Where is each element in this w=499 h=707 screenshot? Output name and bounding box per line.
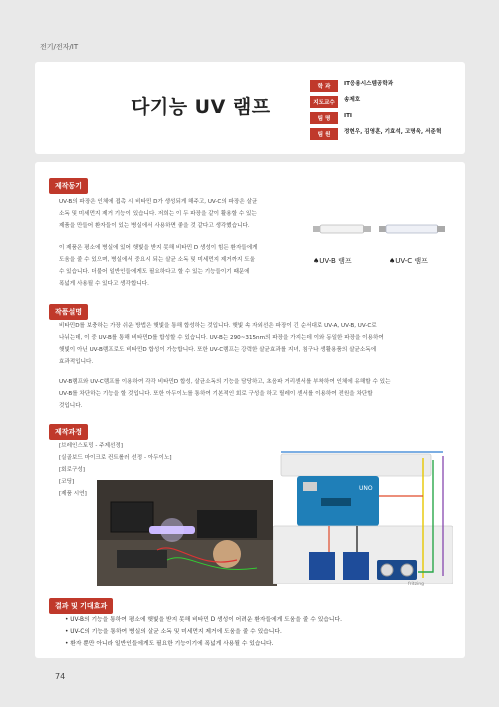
results-list [65,614,342,650]
result-item: • UV-B의 기능을 통하여 평소에 햇빛을 받지 못해 비타민 D 생성이 어려운 환자들에게 도움을 줄 수 있습니다. [65,614,342,626]
uv-c-lamp-image [379,225,445,233]
process-step: [실골보드 마이크로 컨트롤러 선정 - 아두이노] [59,455,172,461]
result-item: • 환자 뿐만 아니라 일반인들에게도 필요한 기능이기에 폭넓게 사용될 수 있습니다. [65,638,342,650]
text-line: 효과적입니다. [59,359,94,365]
header-card [35,62,465,154]
text-line: UV-B램프와 UV-C램프를 이용하여 각각 비타민D 합성, 살균소독의 기능을 담당하고, 초음파 거리센서를 부착하여 인체에 유해할 수 있는 [59,379,391,385]
motive-paragraph-2 [59,242,299,290]
info-value: 송제호 [344,97,361,103]
fritzing-credit: fritzing [408,582,425,587]
text-line: 것입니다. [59,403,83,409]
uv-lamps-illustration [307,212,457,242]
info-key: 팀 명 [310,112,338,124]
uv-c-lamp-caption: ♠UV-C 램프 [389,257,428,265]
info-key: 지도교수 [310,96,338,108]
text-line: UV-B의 파장은 인체에 접촉 시 비타민 D가 생성되게 해주고, UV-C의 파장은 살균 [59,199,258,205]
project-info-table [310,80,460,144]
info-value: 정현우, 김영훈, 기효석, 고명욱, 서준혁 [344,129,442,135]
fritzing-circuit-diagram [273,448,453,584]
section-title-results: 결과 및 기대효과 [49,598,113,614]
info-key: 팀 원 [310,128,338,140]
description-paragraph-1 [59,320,459,368]
info-value: ITI [344,113,352,119]
text-line: 제품을 만들어 환자들이 있는 병실에서 사용하면 좋을 것 같다고 생각했습니다. [59,223,250,229]
text-line: 비타민D를 보충하는 가장 쉬운 방법은 햇빛을 통해 합성하는 것입니다. 햇빛 속 자외선은 파장이 긴 순서대로 UV-A, UV-B, UV-C로 [59,323,377,329]
process-step: [코딩] [59,479,75,485]
top-breadboard [281,454,431,476]
content-card [35,162,465,658]
text-line: 이 제품은 평소에 병실에 있어 햇빛을 받지 못해 비타민 D 생성이 힘든 환자들에게 [59,245,258,251]
result-item: • UV-C의 기능을 통하여 병실의 살균 소독 및 미세먼지 제거에 도움을 줄 수 있습니다. [65,626,342,638]
description-paragraph-2 [59,376,459,412]
uv-b-lamp-caption: ♠UV-B 램프 [313,257,352,265]
text-line: 도움을 줄 수 있으며, 병실에서 중요시 되는 살균 소독 및 미세먼지 제거까지 도울 [59,257,256,263]
board-label: UNO [359,485,373,492]
relay-module-2 [343,552,369,580]
info-row-advisor [310,96,460,108]
process-step: [회로구성] [59,467,85,473]
text-line: 폭넓게 사용될 수 있다고 생각합니다. [59,281,149,287]
section-title-process: 제작과정 [49,424,88,440]
text-line: 나뉘는데, 이 중 UV-B를 통해 비타민D를 합성할 수 있습니다. UV-B는 290~315nm의 파장을 가지는데 이와 동일한 파장을 이용하여 [59,335,384,341]
text-line: 햇빛이 아닌 UV-B램프로도 비타민D 합성이 가능합니다. 또한 UV-C램프는 강력한 살균효과를 지녀, 침구나 생활용품의 살균소독에 [59,347,377,353]
section-title-description: 작품설명 [49,304,88,320]
text-line: 수 있습니다. 더불어 일반인들에게도 필요하다고 할 수 있는 기능들이기 때문에 [59,269,250,275]
relay-module-1 [309,552,335,580]
process-step: [브레인스토밍 - 주제선정] [59,443,123,449]
text-line: UV-B를 차단하는 기능을 할 것입니다. 또한 아두이노를 통하여 기본적인 회로 구성을 하고 릴레이 센서를 이용하여 전원을 차단할 [59,391,373,397]
process-step: [제품 시연] [59,491,87,497]
project-title: 다기능 UV 램프 [131,96,271,118]
info-row-team-name [310,112,460,124]
info-row-team-members [310,128,460,140]
info-row-department [310,80,460,92]
page-number: 74 [55,672,66,681]
workshop-photo [97,480,277,586]
uv-b-lamp-image [313,225,371,233]
info-value: IT응용시스템공학과 [344,81,394,87]
text-line: 소독 및 미세먼지 제거 기능이 있습니다. 저희는 이 두 파장을 같이 활용할 수 있는 [59,211,257,217]
category-label: 전기/전자/IT [40,43,79,51]
motive-paragraph-1 [59,196,299,232]
section-title-motive: 제작동기 [49,178,88,194]
info-key: 학 과 [310,80,338,92]
